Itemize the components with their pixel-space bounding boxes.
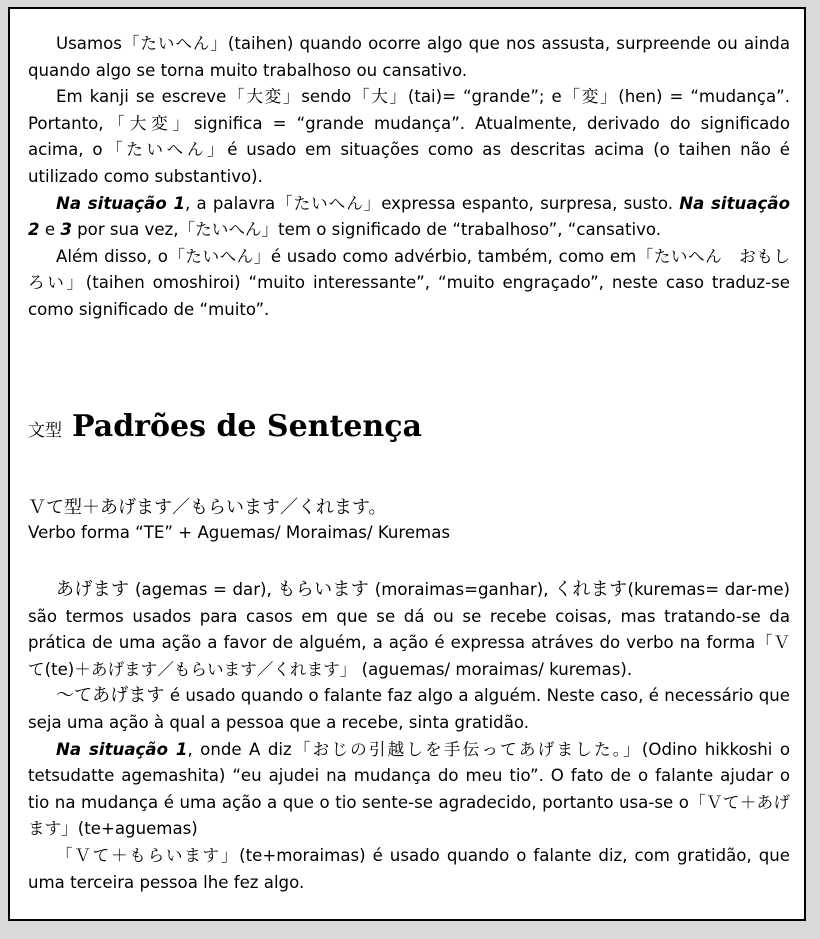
paragraph-7-text: , onde A diz「おじの引越しを手伝ってあげました。」(Odino hikkoshi o tetsudatte agemashita) “eu ajudei na mudança do meu tio”. O fato de o falante ajudar o tio na mudança é uma ação a que o tio sente-se agradecido, portanto usa-se o「Ｖて＋あげます」(te+aguemas) <box>28 739 790 839</box>
situation-2-label: Na situação 2 <box>28 193 790 240</box>
situation-3-label: 3 <box>60 220 72 240</box>
paragraph-5-text-1: (agemas = dar), <box>129 580 278 599</box>
paragraph-8: 「Ｖて＋もらいます」(te+moraimas) é usado quando o falante diz, com gratidão, que uma terceira pessoa lhe fez algo. <box>28 845 790 892</box>
paragraph-3-text-2: e <box>39 220 61 240</box>
pattern-portuguese: Verbo forma “TE” + Aguemas/ Moraimas/ Kuremas <box>28 523 451 542</box>
paragraph-6-text: é usado quando o falante faz algo a alguém. Neste caso, é necessário que seja uma ação à qual a pessoa que a recebe, sinta gratidão. <box>28 686 791 732</box>
word-agemasu: あげます <box>56 579 130 600</box>
paragraph-3 <box>28 191 790 244</box>
sentence-pattern <box>28 495 790 545</box>
situation-1-label: Na situação 1 <box>56 193 185 213</box>
paragraph-3-text-3: por sua vez,「たいへん」tem o significado de “trabalhoso”, “cansativo. <box>71 220 662 240</box>
situation-1-label-2: Na situação 1 <box>56 739 188 759</box>
pattern-japanese: Ｖて型＋あげます／もらいます／くれます。 <box>28 497 387 518</box>
page <box>8 7 806 921</box>
section-heading <box>28 409 790 444</box>
heading-japanese: 文型 <box>28 421 62 441</box>
section-explanation <box>28 577 790 896</box>
section-taihen <box>28 31 790 324</box>
paragraph-4: Além disso, o「たいへん」é usado como advérbio, também, como em「たいへん おもしろい」(taihen omoshiroi) “muito interessante”, “muito engraçado”, neste caso traduz-se como significado de “muito”. <box>28 246 790 319</box>
paragraph-5-text-2: (moraimas=ganhar), <box>369 580 555 599</box>
paragraph-5 <box>28 577 790 683</box>
word-te-agemasu: ～てあげます <box>56 685 165 707</box>
paragraph-1: Usamos「たいへん」(taihen) quando ocorre algo que nos assusta, surpreende ou ainda quando algo se torna muito trabalhoso ou cansativo. <box>28 34 790 80</box>
paragraph-2: Em kanji se escreve「大変」sendo「大」(tai)= “grande”; e「変」(hen) = “mudança”. Portanto,「大変」significa = “grande mudança”. Atualmente, derivado do significado acima, o「たいへん」é usado em situações como as descritas acima (o taihen não é utilizado como substantivo). <box>28 87 790 186</box>
word-kuremasu: くれます <box>554 579 628 600</box>
paragraph-5-text-3: (kuremas= dar-me) são termos usados para casos em que se dá ou se recebe coisas, mas tratando-se da prática de uma ação a favor de alguém, a ação é expressa atráves do verbo na forma「Ｖて(te)＋あげます／もらいます／くれます」 (aguemas/ moraimas/ kuremas). <box>28 580 791 679</box>
paragraph-6 <box>28 683 790 736</box>
paragraph-7 <box>28 737 790 843</box>
word-moraimasu: もらいます <box>277 579 370 600</box>
paragraph-3-text-1: , a palavra「たいへん」expressa espanto, surpresa, susto. <box>185 193 680 213</box>
heading-title: Padrões de Sentença <box>72 409 422 444</box>
